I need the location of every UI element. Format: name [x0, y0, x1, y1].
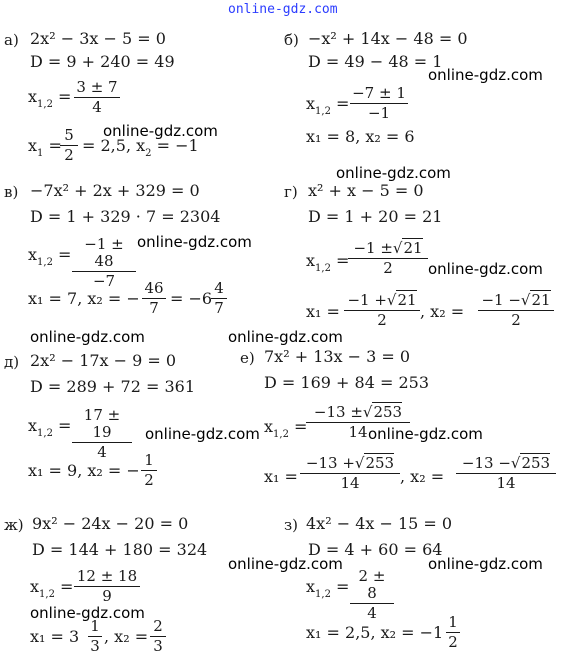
- discriminant-zh: D = 144 + 180 = 324: [32, 540, 208, 559]
- equation-b: −x² + 14x − 48 = 0: [308, 29, 468, 48]
- watermark: online-gdz.com: [30, 328, 145, 346]
- fraction-b-1: −7 ± 1 −1: [350, 85, 408, 122]
- problem-label-g: г): [284, 183, 298, 201]
- discriminant-z: D = 4 + 60 = 64: [308, 540, 443, 559]
- roots-v-mid: = −6: [170, 289, 213, 308]
- fraction-e-3: −13 −√253 14: [456, 455, 556, 492]
- watermark: online-gdz.com: [368, 425, 483, 443]
- roots-a-end: = 2,5, $x_2 = -1$: [82, 136, 199, 159]
- equation-a: 2x² − 3x − 5 = 0: [30, 29, 166, 48]
- equation-e: 7x² + 13x − 3 = 0: [264, 347, 411, 366]
- fraction-g-2: −1 +√21 2: [344, 292, 420, 329]
- equation-zh: 9x² − 24x − 20 = 0: [32, 514, 189, 533]
- fraction-g-1: −1 ±√21 2: [348, 240, 428, 277]
- fraction-v-3: 4 7: [211, 280, 227, 317]
- watermark: online-gdz.com: [228, 555, 343, 573]
- fraction-v-1: −1 ± 48 −7: [72, 236, 136, 290]
- fraction-e-1: −13 ±√253 14: [306, 404, 410, 441]
- roots-formula-zh: $x_{1,2}$ =: [30, 577, 74, 600]
- fraction-zh-1: 12 ± 18 9: [74, 568, 140, 605]
- watermark: online-gdz.com: [228, 328, 343, 346]
- discriminant-b: D = 49 − 48 = 1: [308, 52, 443, 71]
- equation-d: 2x² − 17x − 9 = 0: [30, 351, 177, 370]
- roots-v-start: x₁ = 7, x₂ = −: [28, 289, 140, 308]
- fraction-a-2: 5 2: [60, 127, 78, 164]
- fraction-a-1: 3 ± 7 4: [74, 79, 120, 116]
- fraction-d-1: 17 ± 19 4: [72, 407, 132, 461]
- roots-zh-start: x₁ = 3: [30, 627, 80, 646]
- fraction-d-2: 1 2: [141, 452, 157, 489]
- fraction-zh-2: 1 3: [88, 618, 102, 655]
- fraction-z-1: 2 ± 8 4: [350, 568, 394, 622]
- watermark: online-gdz.com: [137, 233, 252, 251]
- roots-d-start: x₁ = 9, x₂ = −: [28, 461, 140, 480]
- discriminant-g: D = 1 + 20 = 21: [308, 207, 443, 226]
- problem-label-z: з): [284, 516, 299, 534]
- fraction-e-2: −13 +√253 14: [300, 455, 400, 492]
- roots-zh-mid: , x₂ =: [104, 627, 149, 646]
- watermark: online-gdz.com: [428, 555, 543, 573]
- problem-label-v: в): [4, 183, 19, 201]
- discriminant-a: D = 9 + 240 = 49: [30, 52, 175, 71]
- problem-label-b: б): [284, 31, 299, 49]
- fraction-v-2: 46 7: [142, 280, 166, 317]
- roots-b: x₁ = 8, x₂ = 6: [306, 127, 415, 146]
- problem-label-d: д): [4, 353, 20, 371]
- equation-g: x² + x − 5 = 0: [308, 181, 424, 200]
- watermark: online-gdz.com: [103, 122, 218, 140]
- equation-z: 4x² − 4x − 15 = 0: [306, 514, 453, 533]
- discriminant-v: D = 1 + 329 · 7 = 2304: [30, 207, 221, 226]
- roots-formula-z: $x_{1,2}$ =: [306, 577, 350, 600]
- problem-label-e: е): [240, 349, 255, 367]
- problem-label-zh: ж): [4, 516, 24, 534]
- watermark: online-gdz.com: [428, 66, 543, 84]
- watermark: online-gdz.com: [145, 425, 260, 443]
- roots-e-x2: , x₂ =: [400, 467, 445, 486]
- fraction-g-3: −1 −√21 2: [478, 292, 554, 329]
- problem-label-a: а): [4, 31, 19, 49]
- roots-formula-v: $x_{1,2}$ =: [28, 245, 72, 268]
- watermark-top: online-gdz.com: [228, 2, 338, 17]
- roots-g-x2: , x₂ =: [420, 302, 465, 321]
- roots-formula-e: $x_{1,2}$ =: [264, 417, 308, 440]
- roots-e-x1: x₁ =: [264, 467, 298, 486]
- roots-formula-d: $x_{1,2}$ =: [28, 416, 72, 439]
- roots-formula-b: $x_{1,2}$ =: [306, 94, 350, 117]
- watermark: online-gdz.com: [30, 604, 145, 622]
- discriminant-d: D = 289 + 72 = 361: [30, 377, 195, 396]
- roots-a-start: $x_1$ =: [28, 136, 62, 159]
- roots-formula-g: $x_{1,2}$ =: [306, 251, 350, 274]
- roots-g-x1: x₁ =: [306, 302, 340, 321]
- discriminant-e: D = 169 + 84 = 253: [264, 373, 429, 392]
- watermark: online-gdz.com: [336, 164, 451, 182]
- watermark: online-gdz.com: [428, 260, 543, 278]
- roots-formula-a: $x_{1,2}$ =: [28, 87, 72, 110]
- fraction-zh-3: 2 3: [150, 618, 166, 655]
- roots-z-start: x₁ = 2,5, x₂ = −1: [306, 623, 444, 642]
- fraction-z-2: 1 2: [446, 614, 460, 651]
- equation-v: −7x² + 2x + 329 = 0: [30, 181, 200, 200]
